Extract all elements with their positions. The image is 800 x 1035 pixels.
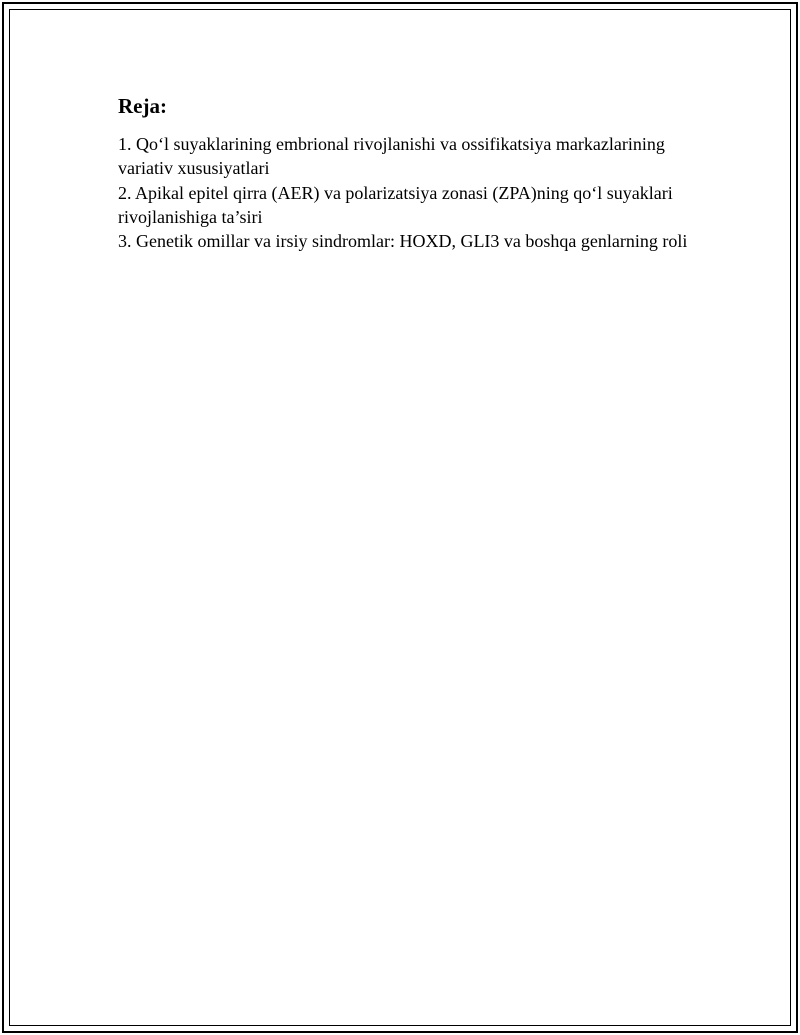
plan-list	[118, 132, 698, 253]
plan-item-2: 2. Apikal epitel qirra (AER) va polarizatsiya zonasi (ZPA)ning qo‘l suyaklari rivojlanishiga ta’siri	[118, 182, 673, 227]
document-body	[118, 92, 698, 253]
plan-heading: Reja:	[118, 94, 167, 118]
plan-item-3: 3. Genetik omillar va irsiy sindromlar: HOXD, GLI3 va boshqa genlarning roli	[118, 231, 688, 252]
plan-item-1: 1. Qo‘l suyaklarining embrional rivojlanishi va ossifikatsiya markazlarining variativ xususiyatlari	[118, 134, 665, 179]
